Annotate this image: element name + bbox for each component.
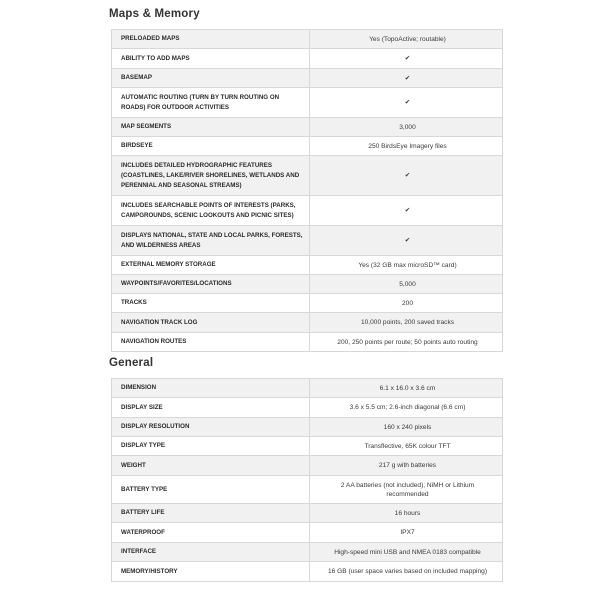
table-row xyxy=(112,256,503,275)
spec-value: IPX7 xyxy=(310,523,503,543)
checkmark-icon: ✔ xyxy=(310,49,503,69)
checkmark-icon: ✔ xyxy=(310,88,503,118)
table-row xyxy=(112,30,503,49)
table-row xyxy=(112,504,503,523)
table-row xyxy=(112,313,503,333)
spec-label: BIRDSEYE xyxy=(112,137,310,156)
table-row xyxy=(112,523,503,543)
spec-label: NAVIGATION ROUTES xyxy=(112,333,310,352)
spec-label: INTERFACE xyxy=(112,543,310,562)
table-row xyxy=(112,476,503,504)
spec-value: 5,000 xyxy=(310,275,503,294)
spec-label: BATTERY TYPE xyxy=(112,476,310,504)
table-row xyxy=(112,543,503,562)
spec-label: INCLUDES SEARCHABLE POINTS OF INTERESTS (PARKS, CAMPGROUNDS, SCENIC LOOKOUTS AND PICNIC SITES) xyxy=(112,196,310,226)
spec-label: EXTERNAL MEMORY STORAGE xyxy=(112,256,310,275)
checkmark-icon: ✔ xyxy=(310,69,503,88)
table-row xyxy=(112,418,503,437)
table-row xyxy=(112,118,503,137)
spec-label: MAP SEGMENTS xyxy=(112,118,310,137)
table-row xyxy=(112,69,503,88)
table-row xyxy=(112,333,503,352)
maps-memory-heading: Maps & Memory xyxy=(109,8,200,20)
spec-label: DISPLAY SIZE xyxy=(112,398,310,418)
spec-value: 200, 250 points per route; 50 points auto routing xyxy=(310,333,503,352)
spec-value: 16 GB (user space varies based on included mapping) xyxy=(310,562,503,582)
spec-label: TRACKS xyxy=(112,294,310,313)
spec-label: ABILITY TO ADD MAPS xyxy=(112,49,310,69)
spec-label: BASEMAP xyxy=(112,69,310,88)
spec-value: 160 x 240 pixels xyxy=(310,418,503,437)
general-heading: General xyxy=(109,357,154,369)
spec-value: Transflective, 65K colour TFT xyxy=(310,437,503,456)
checkmark-icon: ✔ xyxy=(310,196,503,226)
spec-label: BATTERY LIFE xyxy=(112,504,310,523)
spec-value: Yes (32 GB max microSD™ card) xyxy=(310,256,503,275)
spec-value: 3.6 x 5.5 cm; 2.6-inch diagonal (6.6 cm) xyxy=(310,398,503,418)
spec-label: DISPLAYS NATIONAL, STATE AND LOCAL PARKS, FORESTS, AND WILDERNESS AREAS xyxy=(112,226,310,256)
table-row xyxy=(112,275,503,294)
spec-label: AUTOMATIC ROUTING (TURN BY TURN ROUTING ON ROADS) FOR OUTDOOR ACTIVITIES xyxy=(112,88,310,118)
table-row xyxy=(112,226,503,256)
spec-label: PRELOADED MAPS xyxy=(112,30,310,49)
checkmark-icon: ✔ xyxy=(310,226,503,256)
spec-value: 200 xyxy=(310,294,503,313)
checkmark-icon: ✔ xyxy=(310,156,503,196)
maps-memory-table xyxy=(111,29,503,352)
spec-value: 16 hours xyxy=(310,504,503,523)
table-row xyxy=(112,398,503,418)
spec-label: NAVIGATION TRACK LOG xyxy=(112,313,310,333)
table-row xyxy=(112,196,503,226)
spec-value: 2 AA batteries (not included); NiMH or Lithium recommended xyxy=(310,476,503,504)
table-row xyxy=(112,49,503,69)
spec-value: Yes (TopoActive; routable) xyxy=(310,30,503,49)
spec-value: 10,000 points, 200 saved tracks xyxy=(310,313,503,333)
spec-label: DISPLAY TYPE xyxy=(112,437,310,456)
table-row xyxy=(112,156,503,196)
spec-label: WAYPOINTS/FAVORITES/LOCATIONS xyxy=(112,275,310,294)
table-row xyxy=(112,379,503,398)
spec-value: 217 g with batteries xyxy=(310,456,503,476)
general-table xyxy=(111,378,503,582)
table-row xyxy=(112,437,503,456)
table-row xyxy=(112,88,503,118)
table-row xyxy=(112,562,503,582)
spec-value: High-speed mini USB and NMEA 0183 compatible xyxy=(310,543,503,562)
table-row xyxy=(112,137,503,156)
spec-label: DIMENSION xyxy=(112,379,310,398)
table-row xyxy=(112,456,503,476)
table-row xyxy=(112,294,503,313)
spec-label: MEMORY/HISTORY xyxy=(112,562,310,582)
spec-label: WEIGHT xyxy=(112,456,310,476)
spec-value: 6.1 x 16.0 x 3.6 cm xyxy=(310,379,503,398)
spec-label: WATERPROOF xyxy=(112,523,310,543)
spec-label: INCLUDES DETAILED HYDROGRAPHIC FEATURES (COASTLINES, LAKE/RIVER SHORELINES, WETLANDS AND PERENNIAL AND SEASONAL STREAMS) xyxy=(112,156,310,196)
spec-value: 250 BirdsEye Imagery files xyxy=(310,137,503,156)
spec-value: 3,000 xyxy=(310,118,503,137)
spec-label: DISPLAY RESOLUTION xyxy=(112,418,310,437)
